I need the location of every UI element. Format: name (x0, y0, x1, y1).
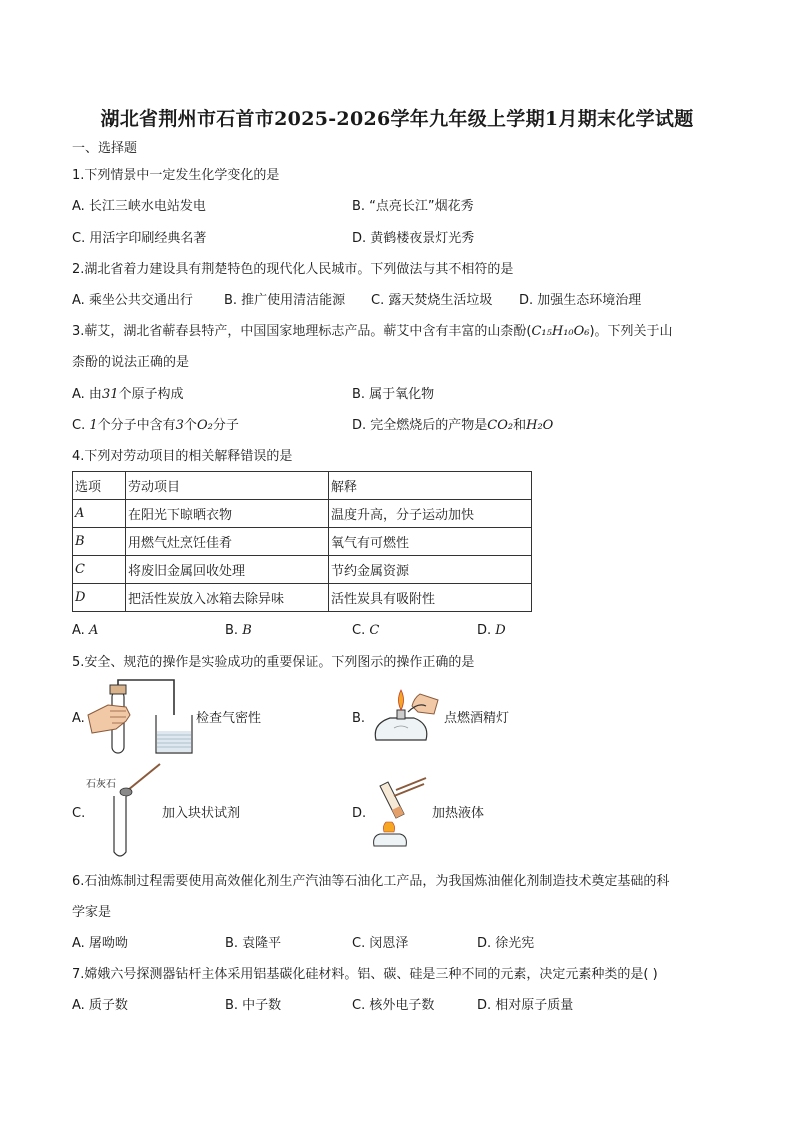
q3-d-formula2: H₂O (526, 418, 554, 433)
q3-c-number1: 1 (89, 418, 98, 433)
q3-c-prefix: C. (72, 418, 90, 433)
q3-stem-text-2: )。下列关于山 (589, 324, 673, 339)
q6-option-b: B. 袁隆平 (225, 936, 282, 951)
q6-option-d: D. 徐光宪 (477, 936, 535, 951)
q4-a-value: A (88, 623, 99, 638)
table-cell: 氧气有可燃性 (329, 528, 532, 556)
q6-option-c: C. 闵恩泽 (352, 936, 409, 951)
q7-option-a: A. 质子数 (72, 998, 128, 1013)
q5-option-d-label: 加热液体 (432, 806, 485, 821)
table-cell: C (73, 556, 126, 584)
q2-option-d: D. 加强生态环境治理 (519, 293, 642, 308)
q5-stem: 5.安全、规范的操作是实验成功的重要保证。下列图示的操作正确的是 (72, 655, 475, 670)
q7-option-b: B. 中子数 (225, 998, 282, 1013)
table-header-cell: 劳动项目 (126, 472, 329, 500)
q3-option-d (352, 417, 553, 435)
q3-option-a (72, 386, 184, 404)
airtightness-check-illustration (86, 677, 196, 757)
q3-stem-text: 3.蕲艾，湖北省蕲春县特产，中国国家地理标志产品。蕲艾中含有丰富的山柰酚( (72, 324, 532, 339)
table-cell: D (73, 584, 126, 612)
q3-c-text3: 分子 (212, 418, 239, 433)
q4-stem: 4.下列对劳动项目的相关解释错误的是 (72, 449, 293, 464)
q2-stem: 2.湖北省着力建设具有荆楚特色的现代化人民城市。下列做法与其不相符的是 (72, 262, 514, 277)
q4-b-value: B (242, 623, 252, 638)
q3-d-formula1: CO₂ (487, 418, 514, 433)
q3-c-formula: O₂ (196, 418, 213, 433)
q7-stem: 7.嫦娥六号探测器钻杆主体采用铝基碳化硅材料。铝、碳、硅是三种不同的元素，决定元素种类的是( ) (72, 967, 658, 982)
q3-d-and: 和 (513, 418, 527, 433)
q5-option-b-label: 点燃酒精灯 (444, 711, 510, 726)
table-cell: 活性炭具有吸附性 (329, 584, 532, 612)
table-cell: 把活性炭放入冰箱去除异味 (126, 584, 329, 612)
kaempferol-formula: C₁₅H₁₀O₆ (531, 324, 590, 339)
q3-a-prefix: A. 由 (72, 387, 102, 402)
table-header-cell: 解释 (329, 472, 532, 500)
table-header-cell: 选项 (73, 472, 126, 500)
q4-option-d (477, 622, 506, 640)
q5-option-c-letter: C. (72, 806, 86, 821)
q4-a-prefix: A. (72, 623, 89, 638)
q3-c-text: 个分子中含有 (97, 418, 176, 433)
table-row (73, 528, 532, 556)
q4-c-prefix: C. (352, 623, 370, 638)
q7-option-d: D. 相对原子质量 (477, 998, 574, 1013)
q4-option-c (352, 622, 379, 640)
q1-option-d: D. 黄鹤楼夜景灯光秀 (352, 231, 475, 246)
table-row (73, 500, 532, 528)
q5-option-d-letter: D. (352, 806, 367, 821)
q2-option-b: B. 推广使用清洁能源 (224, 293, 346, 308)
table-cell: 将废旧金属回收处理 (126, 556, 329, 584)
q4-c-value: C (369, 623, 380, 638)
alcohol-lamp-lighting-illustration (368, 684, 444, 752)
solid-reagent-illustration (108, 762, 164, 862)
q3-stem-line1 (72, 323, 673, 341)
q3-option-c (72, 417, 239, 435)
q3-c-text2: 个 (183, 418, 197, 433)
q5-c-reagent-tag: 石灰石 (86, 779, 116, 790)
table-cell: 节约金属资源 (329, 556, 532, 584)
q4-d-value: D (495, 623, 506, 638)
q7-option-c: C. 核外电子数 (352, 998, 435, 1013)
section-heading: 一、选择题 (72, 141, 138, 156)
q5-option-a-label: 检查气密性 (196, 711, 262, 726)
table-row (73, 584, 532, 612)
q5-option-b-letter: B. (352, 711, 366, 726)
q6-stem-line1: 6.石油炼制过程需要使用高效催化剂生产汽油等石油化工产品，为我国炼油催化剂制造技术奠定基础的科 (72, 874, 670, 889)
q5-option-c-label: 加入块状试剂 (162, 806, 241, 821)
q4-option-a (72, 622, 98, 640)
q1-option-a: A. 长江三峡水电站发电 (72, 199, 206, 214)
table-row (73, 556, 532, 584)
q3-a-number: 31 (101, 387, 119, 402)
q3-d-prefix: D. 完全燃烧后的产物是 (352, 418, 488, 433)
table-cell: B (73, 528, 126, 556)
table-cell: 温度升高，分子运动加快 (329, 500, 532, 528)
q1-option-c: C. 用活字印刷经典名著 (72, 231, 207, 246)
table-cell: 用燃气灶烹饪佳肴 (126, 528, 329, 556)
table-cell: A (73, 500, 126, 528)
q4-option-b (225, 622, 252, 640)
table-cell: 在阳光下晾晒衣物 (126, 500, 329, 528)
page-title: 湖北省荆州市石首市2025-2026学年九年级上学期1月期末化学试题 (100, 108, 694, 130)
q1-stem: 1.下列情景中一定发生化学变化的是 (72, 168, 280, 183)
q6-option-a: A. 屠呦呦 (72, 936, 128, 951)
q3-option-b: B. 属于氧化物 (352, 387, 435, 402)
q2-option-a: A. 乘坐公共交通出行 (72, 293, 193, 308)
q2-option-c: C. 露天焚烧生活垃圾 (371, 293, 493, 308)
q3-a-suffix: 个原子构成 (118, 387, 184, 402)
q6-stem-line2: 学家是 (72, 905, 112, 920)
q4-d-prefix: D. (477, 623, 496, 638)
q4-b-prefix: B. (225, 623, 243, 638)
table-header-row (73, 472, 532, 500)
heating-liquid-illustration (366, 776, 432, 848)
q4-table (72, 471, 532, 612)
q1-option-b: B. “点亮长江”烟花秀 (352, 199, 474, 214)
q3-stem-line2: 柰酚的说法正确的是 (72, 355, 190, 370)
q5-option-a-letter: A. (72, 711, 85, 726)
q3-c-number2: 3 (175, 418, 184, 433)
